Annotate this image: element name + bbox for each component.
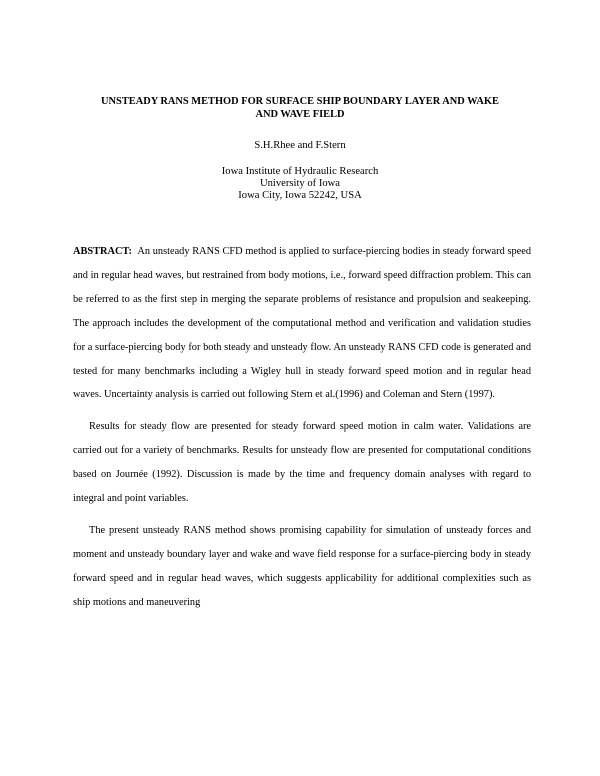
conclusion-paragraph: The present unsteady RANS method shows promising capability for simulation of unsteady forces and moment and unsteady boundary layer and wake and wave field response for a surface-piercing body in steady forward speed and in regular head waves, which suggests applicability for additional complexities such as ship motions and maneuvering	[73, 524, 531, 608]
paper-title	[60, 96, 540, 121]
abstract-label: ABSTRACT:	[73, 246, 133, 257]
abstract-body	[73, 240, 531, 615]
author-line: S.H.Rhee and F.Stern	[254, 140, 346, 151]
affiliation-block	[60, 166, 540, 203]
title-line-2: AND WAVE FIELD	[255, 108, 345, 120]
title-line-1: UNSTEADY RANS METHOD FOR SURFACE SHIP BOUNDARY LAYER AND WAKE	[101, 96, 499, 107]
affiliation-address: Iowa City, Iowa 52242, USA	[238, 190, 362, 202]
results-paragraph: Results for steady flow are presented for steady forward speed motion in calm water. Validations are carried out for a variety of benchmarks. Results for unsteady flow are presented for computational conditions based on Journée (1992). Discussion is made by the time and frequency domain analyses with regard to integral and point variables.	[73, 421, 531, 505]
affiliation-institute: Iowa Institute of Hydraulic Research	[221, 166, 379, 177]
abstract-paragraph	[73, 240, 531, 407]
affiliation-university: University of Iowa	[259, 178, 341, 190]
abstract-text: An unsteady RANS CFD method is applied to surface-piercing bodies in steady forward speed and in regular head waves, but restrained from body motions, i.e., forward speed diffraction problem. This can be referred to as the first step in merging the separate problems of resistance and propulsion and seakeeping. The approach includes the development of the computational method and verification and validation studies for a surface-piercing body for both steady and unsteady flow. An unsteady RANS CFD code is generated and tested for many benchmarks including a Wigley hull in steady forward speed motion and in regular head waves. Uncertainty analysis is carried out following Stern et al.(1996) and Coleman and Stern (1997).	[73, 246, 532, 401]
